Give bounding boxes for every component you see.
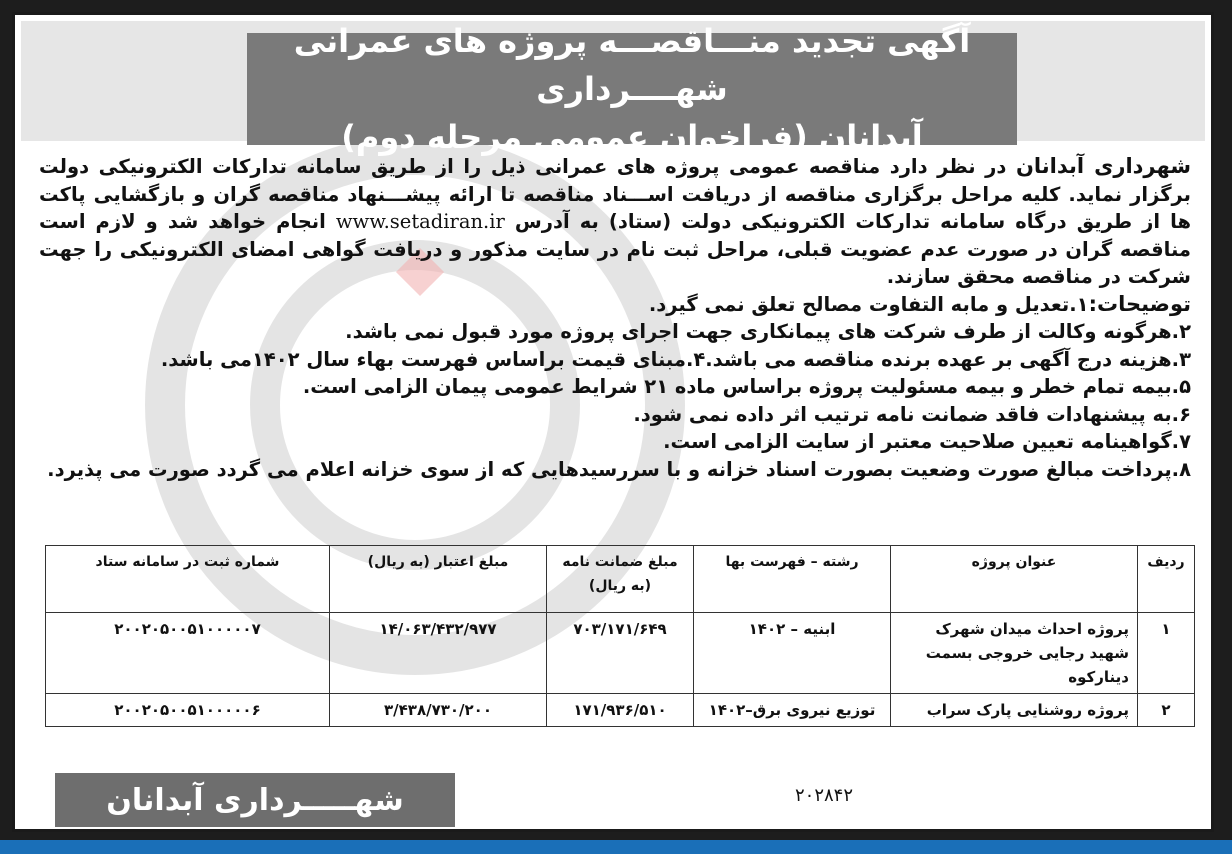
note-item: ۲.هرگونه وکالت از طرف شرکت های پیمانکاری جهت اجرای پروژه مورد قبول نمی باشد.: [345, 320, 1191, 343]
title-line-2: آبدانان (فراخوان عمومی مرحله دوم): [341, 118, 923, 156]
notice-title: [247, 22, 1017, 156]
cell-project-title: پروژه احداث میدان شهرک شهید رجایی خروجی بسمت دینارکوه: [891, 613, 1138, 694]
note-item: ۷.گواهینامه تعیین صلاحیت معتبر از سایت الزامی است.: [663, 430, 1191, 453]
footer-org-name: شهـــــرداری آبدانان: [55, 773, 455, 827]
table-header-row: [46, 546, 1195, 613]
lead-paragraph: [39, 153, 1191, 291]
notes-list: [39, 291, 1191, 484]
table-row: [46, 694, 1195, 727]
note-item: ۸.پرداخت مبالغ صورت وضعیت بصورت اسناد خزانه و با سررسیدهایی که از سوی خزانه اعلام می گردد صورت می پذیرد.: [47, 457, 1191, 481]
col-header-budget: مبلغ اعتبار (به ریال): [330, 546, 547, 613]
col-header-category: رشته – فهرست بها: [694, 546, 891, 613]
projects-table: [45, 545, 1195, 727]
note-item: ۵.بیمه تمام خطر و بیمه مسئولیت پروژه براساس ماده ۲۱ شرایط عمومی پیمان الزامی است.: [302, 375, 1191, 398]
col-header-setad-number: شماره ثبت در سامانه ستاد: [46, 546, 330, 613]
title-line-1: آگهی تجدید منـــاقصـــه پروژه های عمرانی شهــــرداری: [293, 22, 971, 108]
cell-guarantee: ۱۷۱/۹۳۶/۵۱۰: [547, 694, 694, 727]
notice-frame: [12, 12, 1214, 832]
bottom-strip: [0, 840, 1232, 854]
col-header-row-number: ردیف: [1138, 546, 1195, 613]
notes-title: توضیحات:: [1088, 291, 1191, 316]
cell-budget: ۱۴/۰۶۳/۴۳۲/۹۷۷: [330, 613, 547, 694]
cell-guarantee: ۷۰۳/۱۷۱/۶۴۹: [547, 613, 694, 694]
col-header-guarantee: مبلغ ضمانت نامه (به ریال): [547, 546, 694, 613]
footer-code: ۲۰۲۸۴۲: [795, 785, 854, 806]
organization-name: شهرداری آبدانان: [1015, 154, 1191, 178]
note-item: ۱.تعدیل و مابه التفاوت مصالح تعلق نمی گیرد.: [648, 292, 1089, 316]
note-item: ۶.به پیشنهادات فاقد ضمانت نامه ترتیب اثر داده نمی شود.: [633, 402, 1191, 426]
website-url: www.setadiran.ir: [335, 210, 505, 233]
cell-category: توزیع نیروی برق–۱۴۰۲: [694, 694, 891, 727]
lead-text-1: در نظر دارد مناقصه عمومی پروژه های عمرانی ذیل را از طریق سامانه تدارکات الکترونیکی دولت برگزار نماید. کلیه مراحل برگزاری مناقصه از دریافت اســـناد مناقصه تا ارائه پیشـــنهاد مناقصه گران و بازگشایی پاکت ها از طریق درگاه سامانه تدارکات الکترونیکی دولت (ستاد) به آدرس: [39, 155, 1191, 233]
lead-text-2: انجام خواهد شد و لازم است مناقصه گران در صورت عدم عضویت قبلی، مراحل ثبت نام در سایت مذکور و دریافت گواهی امضای الکترونیکی را جهت شرکت در مناقصه محقق سازند.: [39, 210, 1191, 288]
cell-setad-number: ۲۰۰۲۰۵۰۰۵۱۰۰۰۰۰۷: [46, 613, 330, 694]
col-header-project-title: عنوان پروژه: [891, 546, 1138, 613]
cell-setad-number: ۲۰۰۲۰۵۰۰۵۱۰۰۰۰۰۶: [46, 694, 330, 727]
cell-budget: ۳/۴۳۸/۷۳۰/۲۰۰: [330, 694, 547, 727]
cell-row-number: ۱: [1138, 613, 1195, 694]
table-row: [46, 613, 1195, 694]
cell-project-title: پروژه روشنایی پارک سراب: [891, 694, 1138, 727]
cell-row-number: ۲: [1138, 694, 1195, 727]
notice-body: [39, 153, 1191, 483]
cell-category: ابنیه – ۱۴۰۲: [694, 613, 891, 694]
note-item: ۳.هزینه درج آگهی بر عهده برنده مناقصه می باشد.۴.مبنای قیمت براساس فهرست بهاء سال ۱۴۰۲می باشد.: [160, 347, 1191, 371]
